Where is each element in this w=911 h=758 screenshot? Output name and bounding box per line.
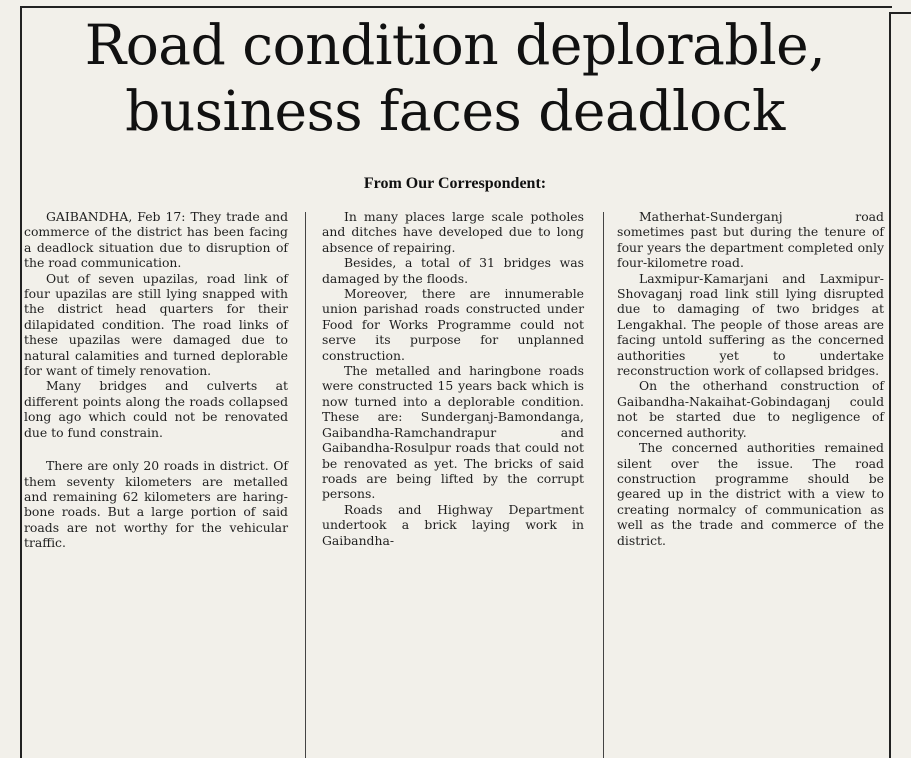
- headline-line-2: business faces deadlock: [125, 79, 785, 143]
- paragraph: GAIBANDHA, Feb 17: They trade and commerce of the district has been facing a deadlock situation due to disruption of the road communication.: [24, 209, 288, 271]
- column-rule: [305, 212, 306, 758]
- top-rule: [22, 6, 892, 8]
- headline-line-1: Road condition deplorable,: [84, 13, 826, 77]
- paragraph: There are only 20 roads in district. Of them seventy kilometers are metalled and remaining 62 kilometers are haring-bone roads. But a large portion of said roads are not worthy for the vehicular traffic.: [24, 458, 288, 551]
- byline: From Our Correspondent:: [363, 175, 547, 192]
- paragraph: Besides, a total of 31 bridges was damaged by the floods.: [322, 255, 584, 286]
- paragraph: Many bridges and culverts at different points along the roads collapsed long ago which could not be renovated due to fund constrain.: [24, 378, 288, 440]
- article-column-2: [322, 209, 584, 548]
- paragraph: The metalled and haringbone roads were constructed 15 years back which is now turned into a deplorable condition. These are: Sunderganj-Bamondanga, Gaibandha-Ramchandrapur and Gaibandha-Rosulpur roads that could not be renovated as yet. The bricks of said roads are being lifted by the corrupt persons.: [322, 363, 584, 502]
- paragraph: Roads and Highway Department undertook a brick laying work in Gaibandha-: [322, 501, 584, 548]
- top-rule-right: [890, 12, 911, 14]
- paragraph: The concerned authorities remained silent over the issue. The road construction programme should be geared up in the district with a view to creating normalcy of communication as well as the trade and commerce of the district.: [617, 440, 884, 548]
- paragraph: In many places large scale potholes and ditches have developed due to long absence of repairing.: [322, 209, 584, 255]
- paragraph: Laxmipur-Kamarjani and Laxmipur-Shovaganj road link still lying disrupted due to damaging of two bridges at Lengakhal. The people of those areas are facing untold suffering as the concerned authorities yet to undertake reconstruction work of collapsed bridges.: [617, 270, 884, 379]
- headline: [22, 12, 888, 144]
- paragraph: Out of seven upazilas, road link of four upazilas are still lying snapped with the district head quarters for their dilapidated condition. The road links of these upazilas were damaged due to natural calamities and turned deplorable for want of timely renovation.: [24, 270, 288, 379]
- paragraph: Moreover, there are innumerable union parishad roads constructed under Food for Works Programme could not serve its purpose for unplanned construction.: [322, 286, 584, 363]
- paragraph: On the otherhand construction of Gaibandha-Nakaihat-Gobindaganj could not be started due to negligence of concerned authority.: [617, 378, 884, 440]
- paragraph: Matherhat-Sunderganj road sometimes past but during the tenure of four years the department completed only four-kilometre road.: [617, 209, 884, 271]
- article-column-3: [617, 209, 884, 548]
- column-rule: [603, 212, 604, 758]
- right-border-rule: [889, 12, 891, 758]
- article-column-1: [24, 209, 288, 551]
